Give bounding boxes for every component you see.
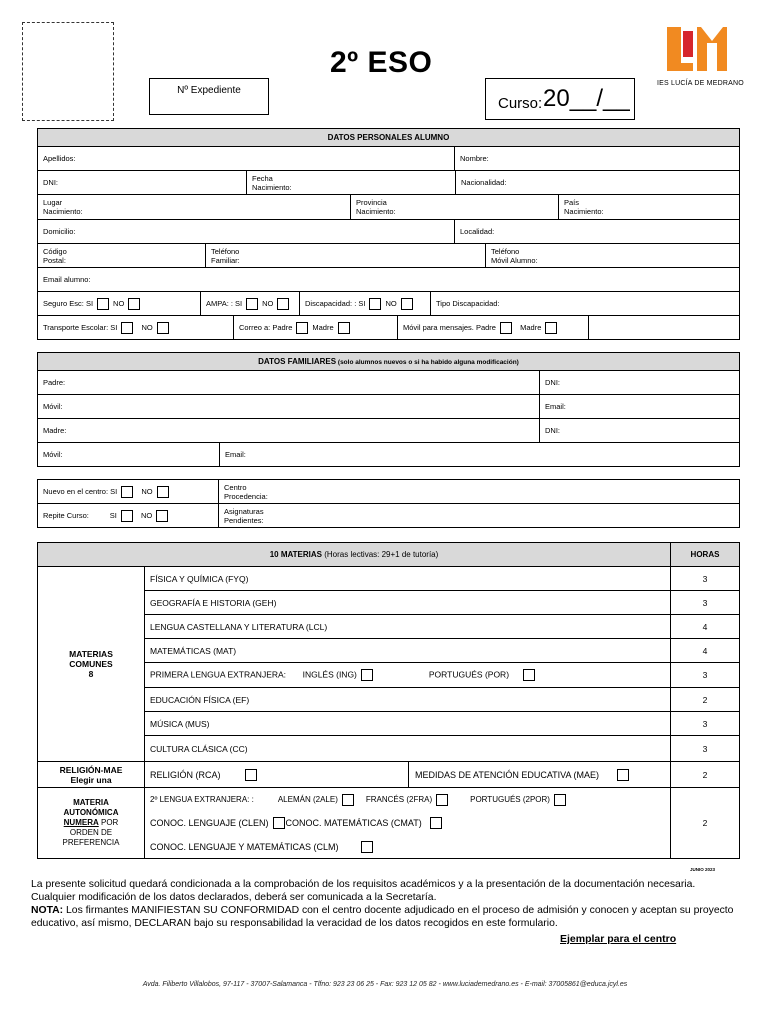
legal-note: La presente solicitud quedará condicionada a la comprobación de los requisitos académicos y a la presentación de la documentación necesaria. Cualquier modificación de los datos declarados, deberá ser comunicada a la Secretaría. NOTA: Los firmantes MANIFIESTAN SU CONFORMIDAD con el centro docente adjudicado en el proceso de admisión y conocen y aceptan su proyecto educativo, así mismo, DECLARAN bajo su responsabilidad la veracidad de los datos recogidos en este formulario.	[31, 879, 734, 929]
ingles-checkbox[interactable]	[361, 669, 373, 681]
aleman-checkbox[interactable]	[342, 794, 354, 806]
correo-row: Correo a: Padre Madre	[234, 316, 398, 340]
materia-hours: 2	[671, 788, 740, 859]
apellidos-field[interactable]: Apellidos:	[38, 147, 455, 171]
primera-lengua-row: PRIMERA LENGUA EXTRANJERA: INGLÉS (ING) PORTUGUÉS (POR)	[145, 663, 671, 688]
repite-curso-row: Repite Curso: SI NO	[38, 504, 219, 528]
frances-checkbox[interactable]	[436, 794, 448, 806]
religion-row: RELIGIÓN (RCA) MEDIDAS DE ATENCIÓN EDUCATIVA (MAE)	[145, 762, 671, 788]
cmat-checkbox[interactable]	[430, 817, 442, 829]
materia-row: MATEMÁTICAS (MAT)	[145, 639, 671, 663]
materia-hours: 2	[671, 762, 740, 788]
madre-dni-field[interactable]: DNI:	[540, 419, 740, 443]
dni-field[interactable]: DNI:	[38, 171, 247, 195]
madre-field[interactable]: Madre:	[38, 419, 540, 443]
discapacidad-no-checkbox[interactable]	[401, 298, 413, 310]
nacionalidad-field[interactable]: Nacionalidad:	[456, 171, 740, 195]
materia-row: EDUCACIÓN FÍSICA (EF)	[145, 688, 671, 712]
movil-padre-checkbox[interactable]	[500, 322, 512, 334]
personal-heading: DATOS PERSONALES ALUMNO	[38, 129, 740, 147]
expediente-box[interactable]	[149, 78, 269, 115]
materia-hours: 3	[671, 663, 740, 688]
materia-hours: 3	[671, 712, 740, 736]
photo-box	[22, 22, 114, 121]
repite-no-checkbox[interactable]	[156, 510, 168, 522]
nuevo-si-checkbox[interactable]	[121, 486, 133, 498]
mae-checkbox[interactable]	[617, 769, 629, 781]
materia-autonomica-options: 2º LENGUA EXTRANJERA: : ALEMÁN (2ALE) FRANCÉS (2FRA) PORTUGUÉS (2POR) CONOC. LENGUAJE (CLEN) CONOC. MATEMÁTICAS (CMAT) CONOC. LENGUAJE Y MATEMÁTICAS (CLM)	[145, 788, 671, 859]
materias-table	[37, 542, 740, 859]
email-alumno-field[interactable]: Email alumno:	[38, 268, 740, 292]
materias-heading: 10 MATERIAS (Horas lectivas: 29+1 de tutoría)	[38, 543, 671, 567]
horas-heading: HORAS	[671, 543, 740, 567]
portugues-checkbox[interactable]	[523, 669, 535, 681]
codigo-postal-field[interactable]: Código Postal:	[38, 244, 206, 268]
materia-row: CULTURA CLÁSICA (CC)	[145, 736, 671, 762]
provincia-nacimiento-field[interactable]: Provincia Nacimiento:	[351, 195, 559, 220]
ampa-si-checkbox[interactable]	[246, 298, 258, 310]
transporte-si-checkbox[interactable]	[121, 322, 133, 334]
ejemplar-label: Ejemplar para el centro	[560, 933, 677, 945]
domicilio-field[interactable]: Domicilio:	[38, 220, 455, 244]
ampa-row: AMPA: : SI NO	[201, 292, 300, 316]
materias-comunes-label: MATERIAS COMUNES 8	[38, 567, 145, 762]
materia-hours: 4	[671, 615, 740, 639]
transporte-row: Transporte Escolar: SI NO	[38, 316, 234, 340]
portugues2-checkbox[interactable]	[554, 794, 566, 806]
page-title: 2º ESO	[330, 46, 433, 79]
fecha-nacimiento-field[interactable]: Fecha Nacimiento:	[247, 171, 456, 195]
transporte-no-checkbox[interactable]	[157, 322, 169, 334]
materia-row: MÚSICA (MUS)	[145, 712, 671, 736]
telefono-familiar-field[interactable]: Teléfono Familiar:	[206, 244, 486, 268]
discapacidad-si-checkbox[interactable]	[369, 298, 381, 310]
footer-address: Avda. Filiberto Villalobos, 97-117 - 37007-Salamanca - Tlfno: 923 23 06 25 - Fax: 923 12 05 82 - www.luciademedrano.es - E-mail: 37005861@educa.jcyl.es	[142, 981, 628, 988]
telefono-movil-field[interactable]: Teléfono Móvil Alumno:	[486, 244, 740, 268]
materia-row: FÍSICA Y QUÍMICA (FYQ)	[145, 567, 671, 591]
madre-email-field[interactable]: Email:	[220, 443, 740, 467]
religion-mae-label: RELIGIÓN-MAE Elegir una	[38, 762, 145, 788]
seguro-no-checkbox[interactable]	[128, 298, 140, 310]
curso-box[interactable]	[485, 78, 635, 120]
padre-dni-field[interactable]: DNI:	[540, 371, 740, 395]
school-logo-icon	[667, 27, 727, 77]
padre-email-field[interactable]: Email:	[540, 395, 740, 419]
form-date: JUNIO 2023	[690, 867, 716, 872]
materia-autonomica-label: MATERIA AUTONÓMICA NUMERA POR ORDEN DE PREFERENCIA	[38, 788, 145, 859]
materia-hours: 4	[671, 639, 740, 663]
clen-checkbox[interactable]	[273, 817, 285, 829]
materia-row: GEOGRAFÍA E HISTORIA (GEH)	[145, 591, 671, 615]
religion-checkbox[interactable]	[245, 769, 257, 781]
familiares-heading: DATOS FAMILIARES (solo alumnos nuevos o si ha habido alguna modificación)	[38, 353, 740, 371]
localidad-field[interactable]: Localidad:	[455, 220, 740, 244]
madre-movil-field[interactable]: Móvil:	[38, 443, 220, 467]
materia-hours: 3	[671, 567, 740, 591]
padre-movil-field[interactable]: Móvil:	[38, 395, 540, 419]
nuevo-no-checkbox[interactable]	[157, 486, 169, 498]
padre-field[interactable]: Padre:	[38, 371, 540, 395]
correo-padre-checkbox[interactable]	[296, 322, 308, 334]
expediente-label: Nº Expediente	[177, 85, 241, 96]
seguro-si-checkbox[interactable]	[97, 298, 109, 310]
asignaturas-pendientes-field[interactable]: Asignaturas Pendientes:	[219, 504, 740, 528]
materia-hours: 3	[671, 736, 740, 762]
centro-procedencia-field[interactable]: Centro Procedencia:	[219, 480, 740, 504]
tipo-discapacidad-field[interactable]: Tipo Discapacidad:	[431, 292, 740, 316]
materia-hours: 3	[671, 591, 740, 615]
movil-madre-checkbox[interactable]	[545, 322, 557, 334]
curso-label: Curso:	[498, 95, 543, 112]
correo-madre-checkbox[interactable]	[338, 322, 350, 334]
seguro-escolar-row: Seguro Esc: SI NO	[38, 292, 201, 316]
nuevo-centro-row: Nuevo en el centro: SI NO	[38, 480, 219, 504]
curso-value: 20__/__	[543, 85, 630, 112]
materia-row: LENGUA CASTELLANA Y LITERATURA (LCL)	[145, 615, 671, 639]
school-name: IES LUCÍA DE MEDRANO	[657, 80, 744, 87]
lugar-nacimiento-field[interactable]: Lugar Nacimiento:	[38, 195, 351, 220]
ampa-no-checkbox[interactable]	[277, 298, 289, 310]
pais-nacimiento-field[interactable]: País Nacimiento:	[559, 195, 740, 220]
personal-data-table	[37, 128, 740, 147]
materia-hours: 2	[671, 688, 740, 712]
movil-mensajes-row: Móvil para mensajes. Padre Madre	[398, 316, 589, 340]
clm-checkbox[interactable]	[361, 841, 373, 853]
discapacidad-row: Discapacidad: : SI NO	[300, 292, 431, 316]
nombre-field[interactable]: Nombre:	[455, 147, 740, 171]
repite-si-checkbox[interactable]	[121, 510, 133, 522]
